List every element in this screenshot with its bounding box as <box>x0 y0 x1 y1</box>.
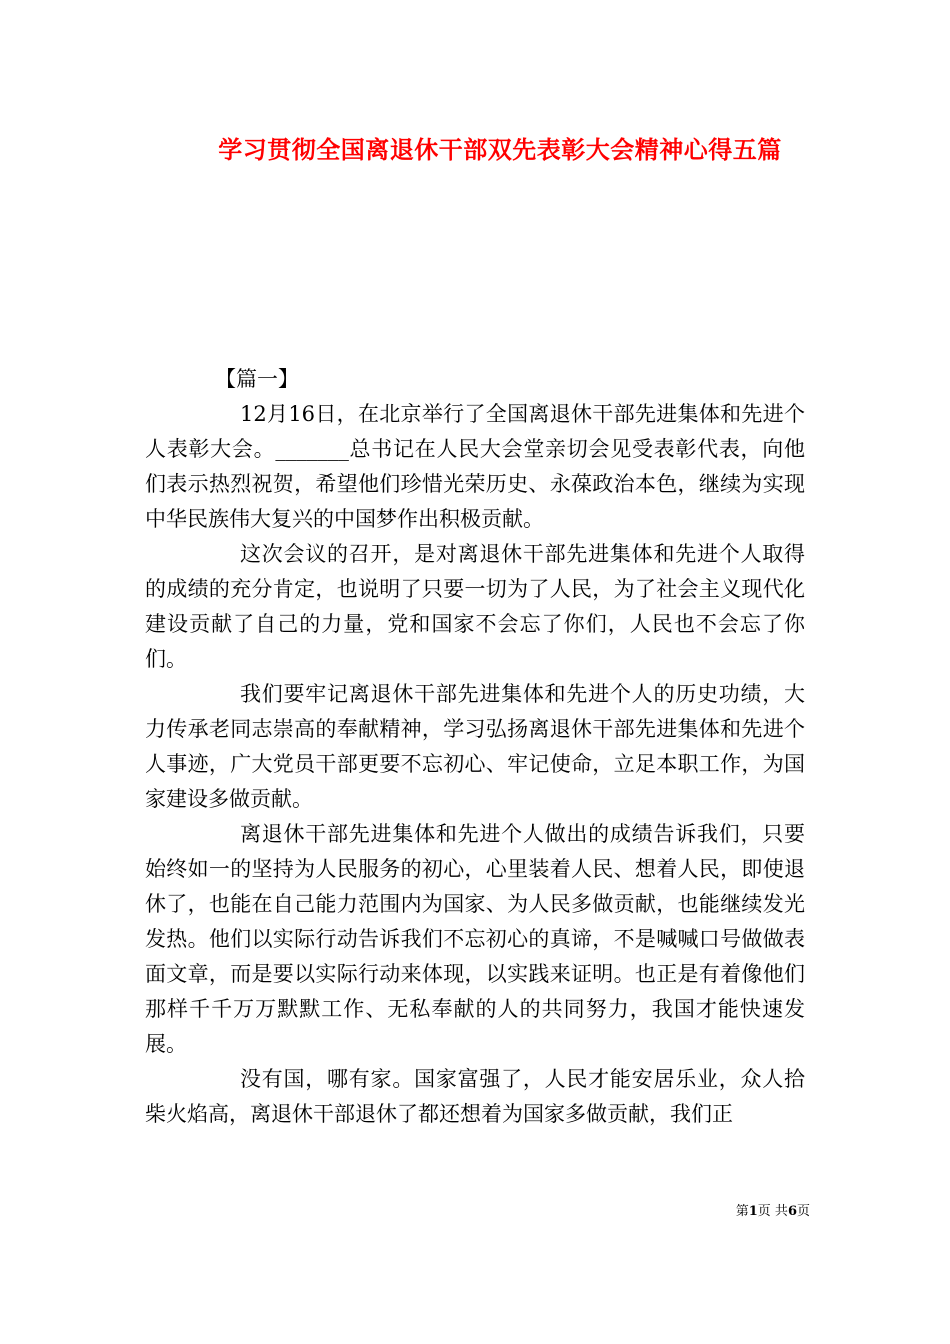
document-body <box>145 362 805 1132</box>
paragraph-2: 这次会议的召开，是对离退休干部先进集体和先进个人取得的成绩的充分肯定，也说明了只要一切为了人民，为了社会主义现代化建设贡献了自己的力量，党和国家不会忘了你们，人民也不会忘了你们。 <box>145 542 805 671</box>
footer-prefix: 第 <box>735 1204 749 1219</box>
footer-middle: 页 共 <box>757 1204 788 1219</box>
paragraph-1: 12月16日，在北京举行了全国离退休干部先进集体和先进个人表彰大会。_______总书记在人民大会堂亲切会见受表彰代表，向他们表示热烈祝贺，希望他们珍惜光荣历史、永葆政治本色，继续为实现中华民族伟大复兴的中国梦作出积极贡献。 <box>145 402 805 531</box>
document-title: 学习贯彻全国离退休干部双先表彰大会精神心得五篇 <box>218 135 782 164</box>
section-heading: 【篇一】 <box>215 367 299 391</box>
footer-suffix: 页 <box>796 1204 810 1219</box>
paragraph-4: 离退休干部先进集体和先进个人做出的成绩告诉我们，只要始终如一的坚持为人民服务的初心，心里装着人民、想着人民，即使退休了，也能在自己能力范围内为国家、为人民多做贡献，也能继续发光发热。他们以实际行动告诉我们不忘初心的真谛，不是喊喊口号做做表面文章，而是要以实际行动来体现，以实践来证明。也正是有着像他们那样千千万万默默工作、无私奉献的人的共同努力，我国才能快速发展。 <box>145 822 805 1056</box>
footer-current-page: 1 <box>748 1204 758 1219</box>
footer-total-pages: 6 <box>787 1204 797 1219</box>
page-footer <box>700 1203 810 1221</box>
paragraph-3: 我们要牢记离退休干部先进集体和先进个人的历史功绩，大力传承老同志崇高的奉献精神，学习弘扬离退休干部先进集体和先进个人事迹，广大党员干部更要不忘初心、牢记使命，立足本职工作，为国家建设多做贡献。 <box>145 682 805 811</box>
paragraph-5: 没有国，哪有家。国家富强了，人民才能安居乐业，众人拾柴火焰高，离退休干部退休了都还想着为国家多做贡献，我们正 <box>145 1067 805 1126</box>
